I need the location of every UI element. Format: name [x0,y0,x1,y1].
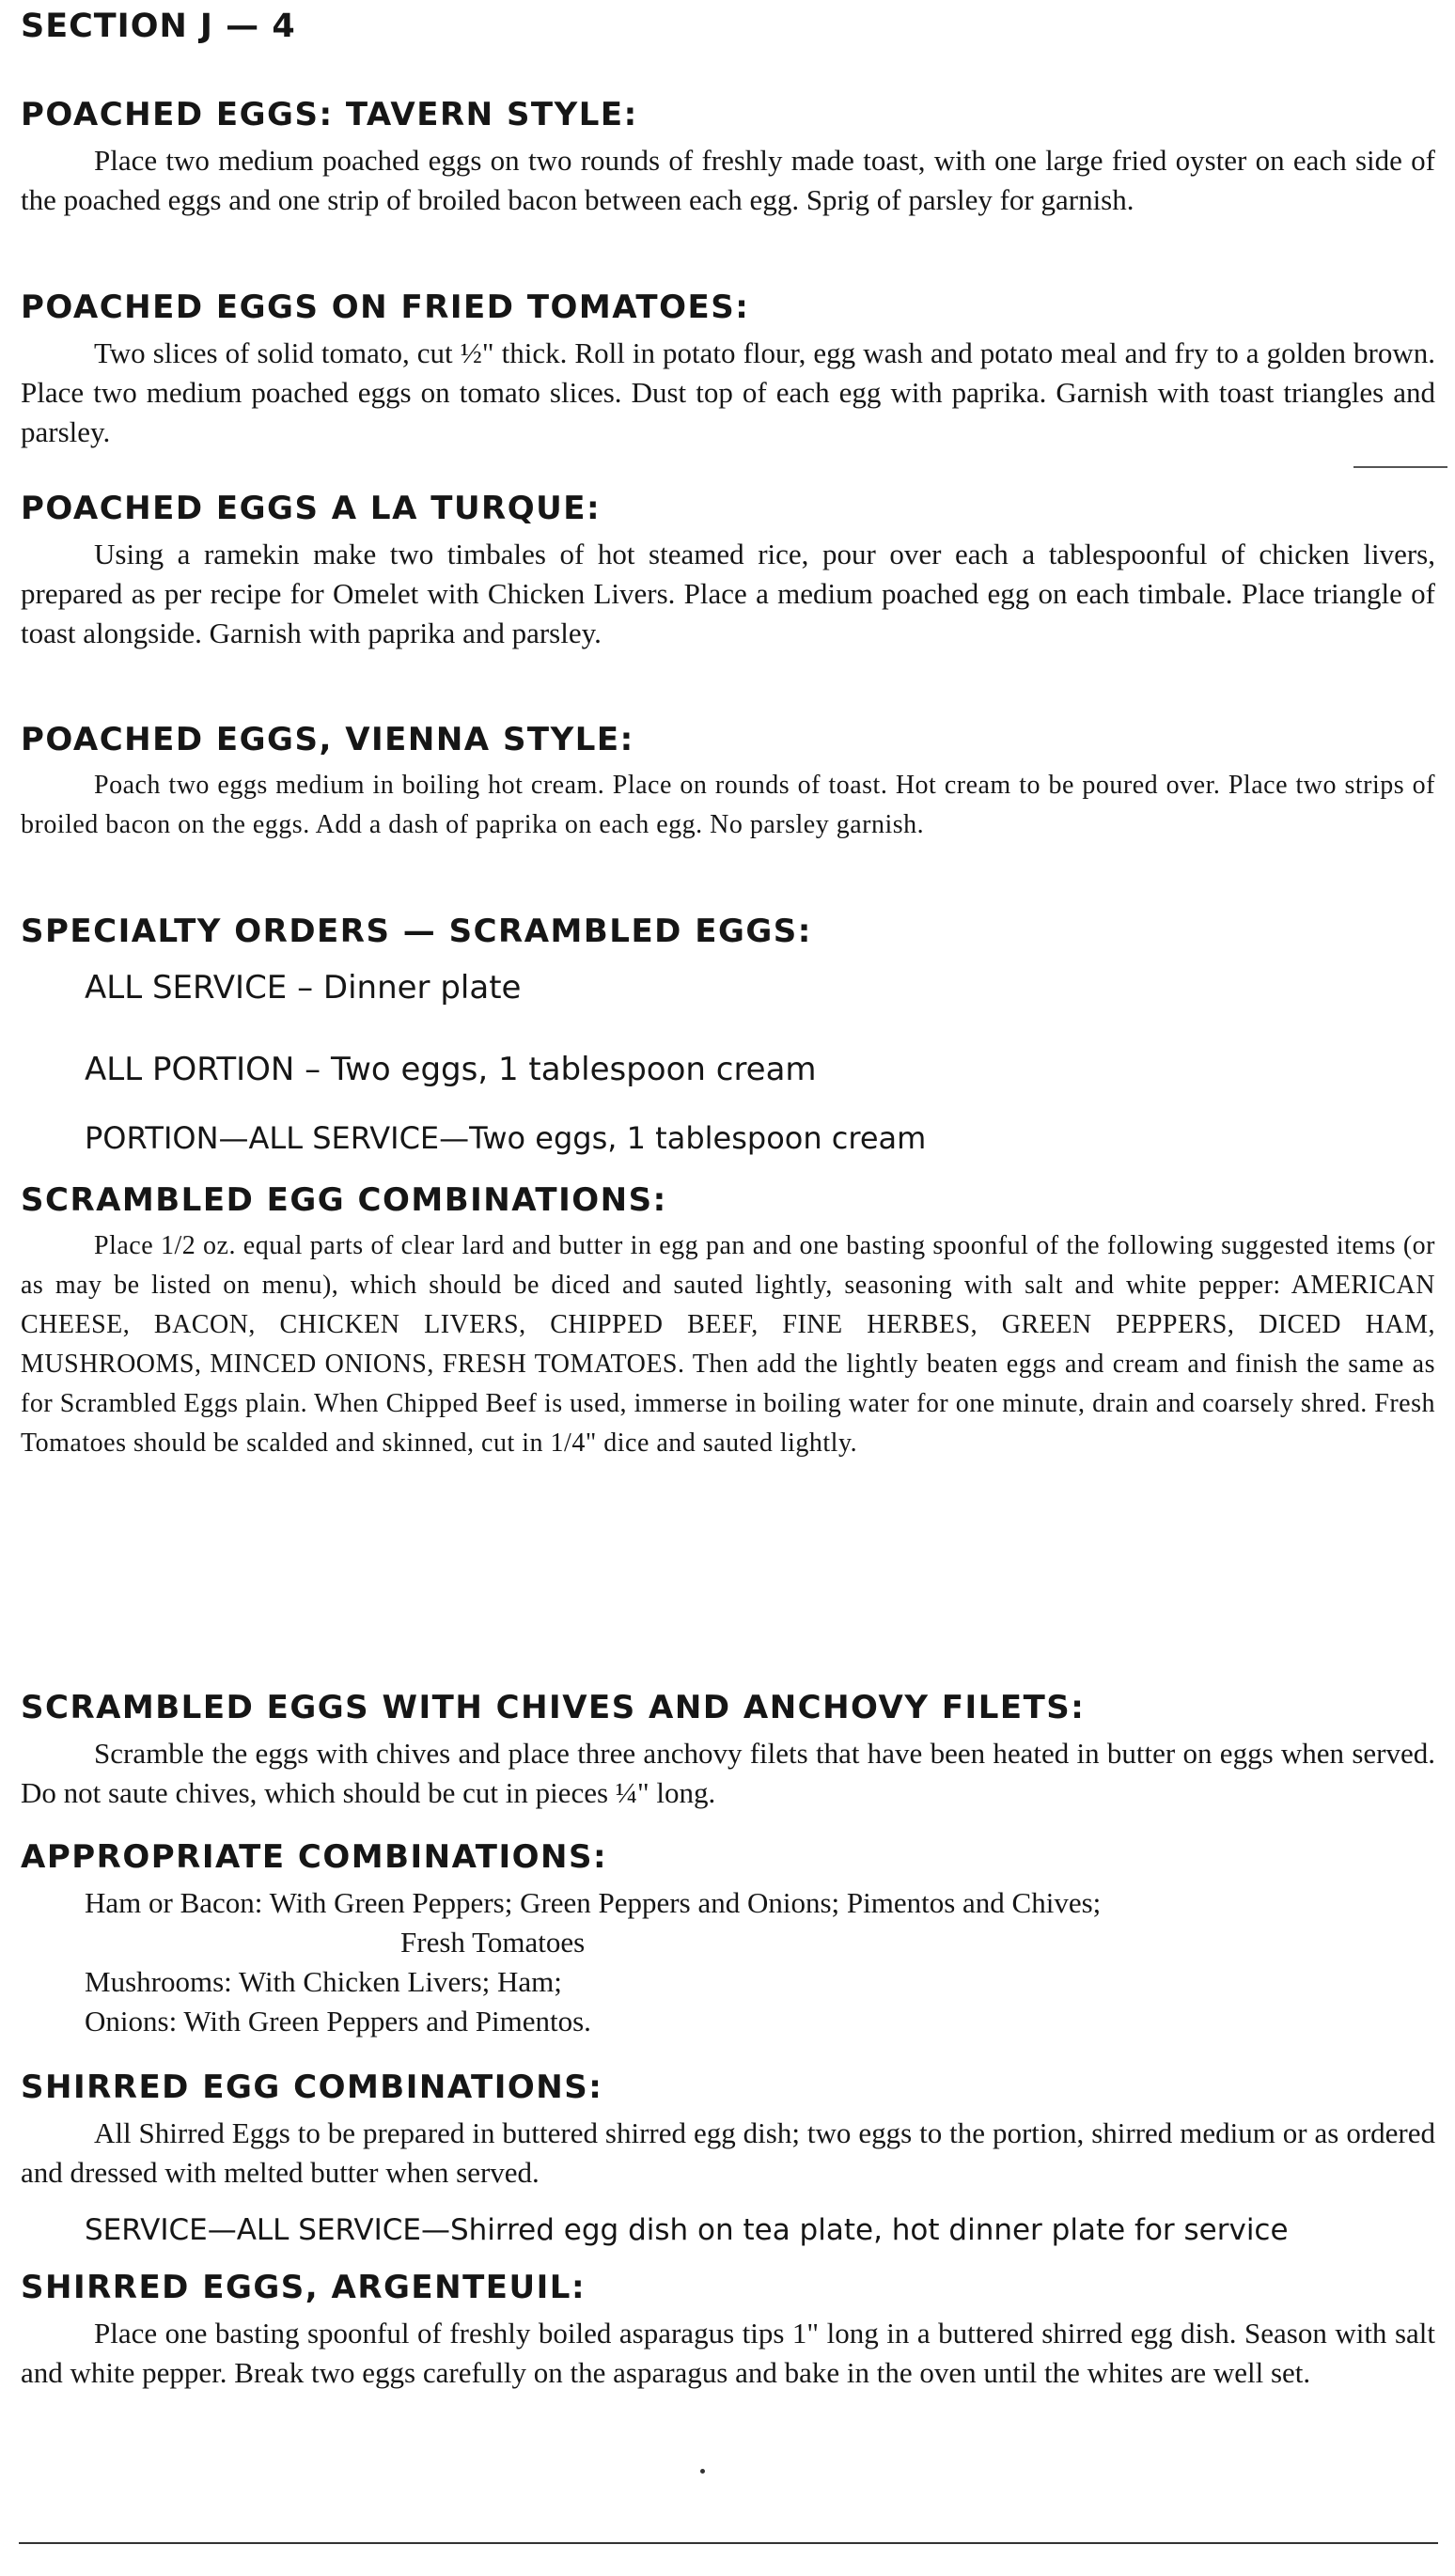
recipe-heading: SCRAMBLED EGG COMBINATIONS: [21,1181,667,1219]
scrambled-egg-combinations [21,1178,1435,1463]
combination-line: Onions: With Green Peppers and Pimentos. [85,2005,591,2037]
recipe-heading: SHIRRED EGG COMBINATIONS: [21,2069,603,2106]
ink-dot [700,2469,705,2474]
recipe-text: Place one basting spoonful of freshly boiled asparagus tips 1" long in a buttered shirred egg dish. Season with salt and white pepper. Break two eggs carefully on the asparagus and bake in the oven until the whites are well set. [21,2317,1435,2389]
combination-line: Ham or Bacon: With Green Peppers; Green Peppers and Onions; Pimentos and Chives; [85,1886,1102,1919]
recipe-text: Poach two eggs medium in boiling hot cream. Place on rounds of toast. Hot cream to be poured over. Place two strips of broiled bacon on the eggs. Add a dash of paprika on each egg. No parsley garnish. [21,771,1435,839]
combination-line: Mushrooms: With Chicken Livers; Ham; [85,1965,562,1998]
shirred-egg-combinations [21,2065,1435,2193]
recipe-text: Two slices of solid tomato, cut ½" thick. Roll in potato flour, egg wash and potato meal and fry to a golden brown. Place two medium poached eggs on tomato slices. Dust top of each egg with paprika. Garnish with toast triangles and parsley. [21,336,1435,448]
recipe-fried-tomatoes [21,285,1435,452]
portion-service-line: PORTION—ALL SERVICE—Two eggs, 1 tablespoon cream [85,1120,927,1156]
service-line: ALL SERVICE – Dinner plate [85,969,522,1007]
divider [1353,466,1447,468]
recipe-heading: POACHED EGGS, VIENNA STYLE: [21,721,634,758]
portion-line: ALL PORTION – Two eggs, 1 tablespoon cream [85,1051,817,1088]
recipe-text: All Shirred Eggs to be prepared in buttered shirred egg dish; two eggs to the portion, shirred medium or as ordered and dressed with melted butter when served. [21,2116,1435,2189]
recipe-a-la-turque [21,486,1435,653]
recipe-argenteuil [21,2265,1435,2393]
specialty-orders [21,909,1435,958]
recipe-tavern-style [21,92,1435,220]
recipe-heading: POACHED EGGS: TAVERN STYLE: [21,96,638,133]
service-line: SERVICE—ALL SERVICE—Shirred egg dish on tea plate, hot dinner plate for service [85,2213,1289,2247]
recipe-text: Place two medium poached eggs on two rounds of freshly made toast, with one large fried oyster on each side of the poached eggs and one strip of broiled bacon between each egg. Sprig of parsley for garnish. [21,144,1435,216]
recipe-heading: APPROPRIATE COMBINATIONS: [21,1838,608,1876]
recipe-text: Using a ramekin make two timbales of hot steamed rice, pour over each a tablespoonful of chicken livers, prepared as per recipe for Omelet with Chicken Livers. Place a medium poached egg on each timbale. Place triangle of toast alongside. Garnish with paprika and parsley. [21,538,1435,649]
recipe-chives-anchovy [21,1685,1435,1813]
bottom-rule [19,2542,1438,2544]
recipe-heading: POACHED EGGS ON FRIED TOMATOES: [21,289,750,326]
recipe-text: Place 1/2 oz. equal parts of clear lard and butter in egg pan and one basting spoonful of the following suggested items (or as may be listed on menu), which should be diced and sauted lightly, seasoning with salt and white pepper: AMERICAN CHEESE, BACON, CHICKEN LIVERS, CHIPPED BEEF, FINE HERBES, GREEN PEPPERS, DICED HAM, MUSHROOMS, MINCED ONIONS, FRESH TOMATOES. Then add the lightly beaten eggs and cream and finish the same as for Scrambled Eggs plain. When Chipped Beef is used, immerse in boiling water for one minute, drain and coarsely shred. Fresh Tomatoes should be scalded and skinned, cut in 1/4" dice and sauted lightly. [21,1231,1435,1458]
recipe-text: Scramble the eggs with chives and place three anchovy filets that have been heated in butter on eggs when served. Do not saute chives, which should be cut in pieces ¼" long. [21,1737,1435,1809]
recipe-heading: SHIRRED EGGS, ARGENTEUIL: [21,2269,587,2306]
recipe-heading: POACHED EGGS A LA TURQUE: [21,490,602,527]
recipe-vienna-style [21,717,1435,845]
appropriate-combinations [21,1834,1435,2041]
combination-line-continued: Fresh Tomatoes [400,1926,586,1959]
section-number: SECTION J — 4 [21,8,296,45]
recipe-heading: SCRAMBLED EGGS WITH CHIVES AND ANCHOVY FILETS: [21,1689,1086,1726]
recipe-heading: SPECIALTY ORDERS — SCRAMBLED EGGS: [21,913,812,950]
